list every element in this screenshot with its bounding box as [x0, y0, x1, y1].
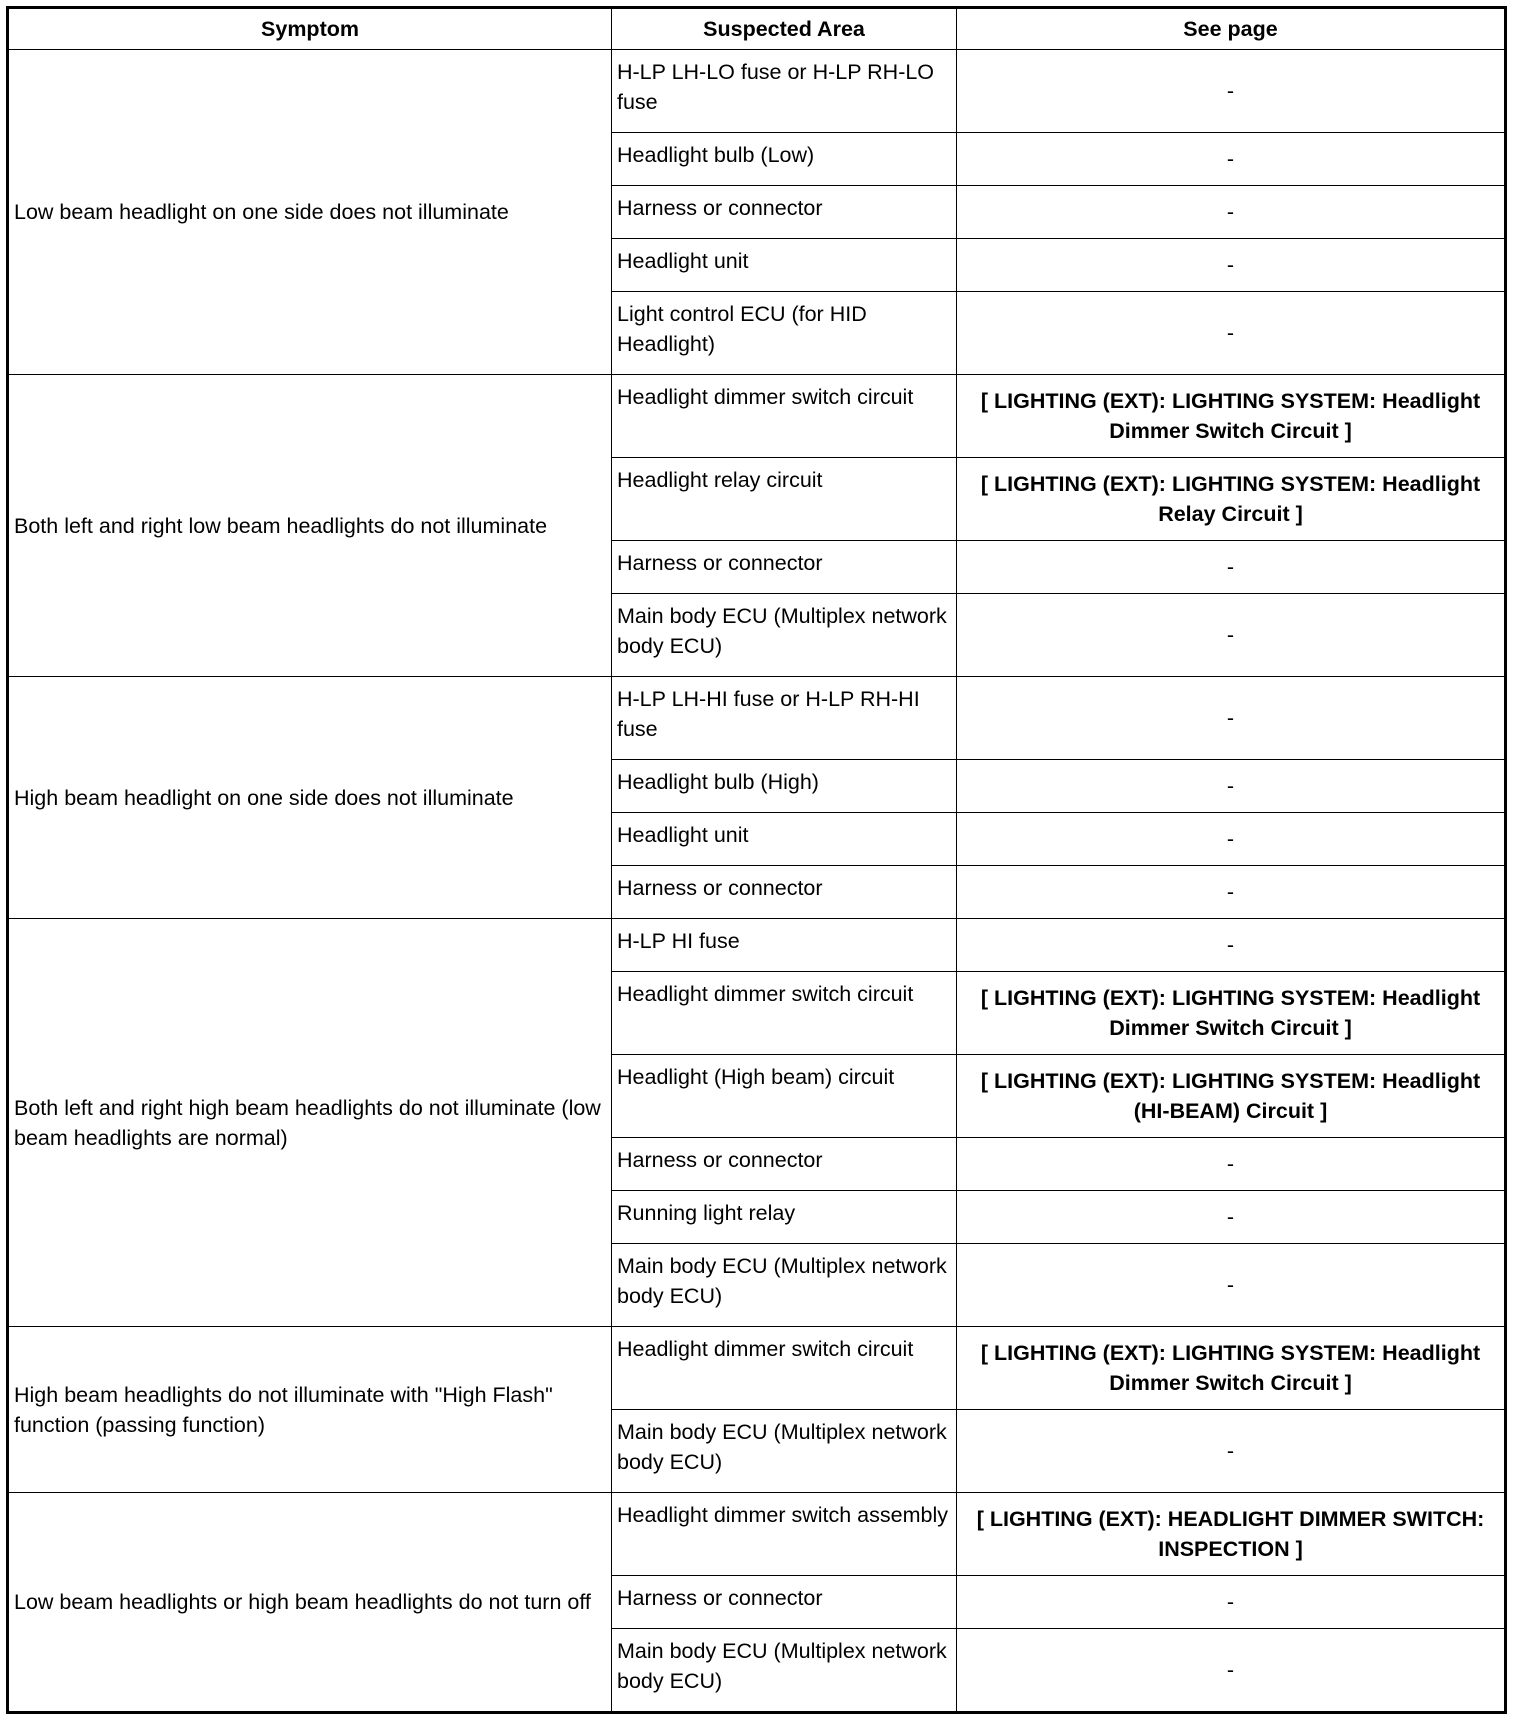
troubleshooting-table-wrapper [6, 6, 1507, 1714]
suspected-area-cell: Headlight unit [612, 813, 957, 866]
suspected-area-cell: Headlight bulb (Low) [612, 133, 957, 186]
see-page-cell: - [957, 1410, 1506, 1493]
see-page-cell: - [957, 292, 1506, 375]
suspected-area-cell: Harness or connector [612, 1576, 957, 1629]
suspected-area-cell: Harness or connector [612, 541, 957, 594]
suspected-area-cell: Headlight dimmer switch assembly [612, 1493, 957, 1576]
see-page-cell: - [957, 1576, 1506, 1629]
see-page-cell: - [957, 1138, 1506, 1191]
suspected-area-cell: Headlight unit [612, 239, 957, 292]
see-page-cell: - [957, 813, 1506, 866]
suspected-area-cell: Headlight dimmer switch circuit [612, 375, 957, 458]
see-page-link[interactable]: [ LIGHTING (EXT): LIGHTING SYSTEM: Headlight (HI-BEAM) Circuit ] [957, 1055, 1506, 1138]
suspected-area-cell: Harness or connector [612, 186, 957, 239]
symptom-cell: Both left and right high beam headlights do not illuminate (low beam headlights are normal) [8, 919, 612, 1327]
suspected-area-cell: Headlight dimmer switch circuit [612, 1327, 957, 1410]
suspected-area-cell: Harness or connector [612, 866, 957, 919]
suspected-area-cell: Headlight (High beam) circuit [612, 1055, 957, 1138]
symptom-cell: Low beam headlights or high beam headlights do not turn off [8, 1493, 612, 1713]
header-suspected-area: Suspected Area [612, 8, 957, 50]
header-symptom: Symptom [8, 8, 612, 50]
troubleshooting-table [6, 6, 1507, 1714]
suspected-area-cell: Main body ECU (Multiplex network body ECU) [612, 1410, 957, 1493]
suspected-area-cell: H-LP HI fuse [612, 919, 957, 972]
table-row [8, 919, 1506, 972]
see-page-cell: - [957, 50, 1506, 133]
table-header-row [8, 8, 1506, 50]
table-body [8, 50, 1506, 1713]
table-row [8, 1327, 1506, 1410]
table-row [8, 375, 1506, 458]
see-page-cell: - [957, 186, 1506, 239]
table-row [8, 677, 1506, 760]
suspected-area-cell: Headlight relay circuit [612, 458, 957, 541]
see-page-cell: - [957, 760, 1506, 813]
symptom-cell: High beam headlight on one side does not illuminate [8, 677, 612, 919]
suspected-area-cell: Headlight bulb (High) [612, 760, 957, 813]
header-see-page: See page [957, 8, 1506, 50]
see-page-cell: - [957, 677, 1506, 760]
suspected-area-cell: Main body ECU (Multiplex network body ECU) [612, 1629, 957, 1713]
suspected-area-cell: Main body ECU (Multiplex network body ECU) [612, 594, 957, 677]
suspected-area-cell: Main body ECU (Multiplex network body ECU) [612, 1244, 957, 1327]
see-page-cell: - [957, 594, 1506, 677]
symptom-cell: High beam headlights do not illuminate with "High Flash" function (passing function) [8, 1327, 612, 1493]
see-page-link[interactable]: [ LIGHTING (EXT): LIGHTING SYSTEM: Headlight Relay Circuit ] [957, 458, 1506, 541]
suspected-area-cell: H-LP LH-HI fuse or H-LP RH-HI fuse [612, 677, 957, 760]
see-page-link[interactable]: [ LIGHTING (EXT): LIGHTING SYSTEM: Headlight Dimmer Switch Circuit ] [957, 375, 1506, 458]
see-page-cell: - [957, 866, 1506, 919]
suspected-area-cell: H-LP LH-LO fuse or H-LP RH-LO fuse [612, 50, 957, 133]
see-page-cell: - [957, 239, 1506, 292]
table-row [8, 50, 1506, 133]
symptom-cell: Low beam headlight on one side does not illuminate [8, 50, 612, 375]
see-page-cell: - [957, 541, 1506, 594]
suspected-area-cell: Light control ECU (for HID Headlight) [612, 292, 957, 375]
see-page-cell: - [957, 133, 1506, 186]
symptom-cell: Both left and right low beam headlights do not illuminate [8, 375, 612, 677]
see-page-link[interactable]: [ LIGHTING (EXT): LIGHTING SYSTEM: Headlight Dimmer Switch Circuit ] [957, 1327, 1506, 1410]
see-page-cell: - [957, 1244, 1506, 1327]
see-page-cell: - [957, 919, 1506, 972]
suspected-area-cell: Headlight dimmer switch circuit [612, 972, 957, 1055]
table-row [8, 1493, 1506, 1576]
see-page-cell: - [957, 1629, 1506, 1713]
see-page-link[interactable]: [ LIGHTING (EXT): HEADLIGHT DIMMER SWITCH: INSPECTION ] [957, 1493, 1506, 1576]
suspected-area-cell: Running light relay [612, 1191, 957, 1244]
see-page-link[interactable]: [ LIGHTING (EXT): LIGHTING SYSTEM: Headlight Dimmer Switch Circuit ] [957, 972, 1506, 1055]
see-page-cell: - [957, 1191, 1506, 1244]
suspected-area-cell: Harness or connector [612, 1138, 957, 1191]
